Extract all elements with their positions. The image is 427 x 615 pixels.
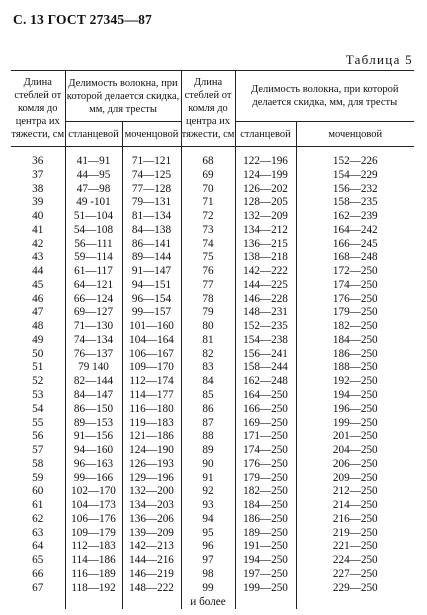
stem-length-cell: 55 bbox=[32, 416, 44, 429]
stem-length-cell: 50 bbox=[32, 347, 44, 360]
table-row bbox=[11, 458, 414, 472]
table-row bbox=[11, 169, 414, 183]
retted-range-cell: 128—205 bbox=[235, 196, 296, 210]
empty-cell bbox=[65, 596, 122, 609]
soaked-range-cell: 109—170 bbox=[122, 361, 181, 375]
stem-length-cell: 53 bbox=[32, 389, 44, 402]
stem-length-cell: 46 bbox=[32, 292, 44, 305]
soaked-range-cell: 221—250 bbox=[296, 540, 414, 554]
soaked-range-cell: 79—131 bbox=[122, 196, 181, 210]
table-row bbox=[11, 417, 414, 431]
stem-length-cell: 78 bbox=[181, 293, 235, 307]
stem-length-cell: 47 bbox=[32, 306, 44, 319]
header-soaked-right: моченцовой bbox=[296, 122, 414, 147]
stem-length-cell: 86 bbox=[181, 403, 235, 417]
retted-range-cell: 189—250 bbox=[235, 527, 296, 541]
retted-range-cell: 54—108 bbox=[65, 224, 122, 238]
soaked-range-cell: 156—232 bbox=[296, 183, 414, 197]
table-row bbox=[11, 540, 414, 554]
stem-length-cell: 71 bbox=[181, 196, 235, 210]
retted-range-cell: 59—114 bbox=[65, 251, 122, 265]
retted-range-cell: 194—250 bbox=[235, 554, 296, 568]
stem-length-cell: 91 bbox=[181, 472, 235, 486]
stem-length-cell: 39 bbox=[32, 196, 44, 209]
retted-range-cell: 109—179 bbox=[65, 527, 122, 541]
retted-range-cell: 126—202 bbox=[235, 183, 296, 197]
soaked-range-cell: 132—200 bbox=[122, 485, 181, 499]
soaked-range-cell: 77—128 bbox=[122, 183, 181, 197]
stem-length-cell: 48 bbox=[32, 320, 44, 333]
stem-length-cell: 89 bbox=[181, 444, 235, 458]
stem-length-cell: 75 bbox=[181, 251, 235, 265]
table-row bbox=[11, 596, 414, 609]
empty-cell bbox=[296, 596, 414, 609]
retted-range-cell: 106—176 bbox=[65, 513, 122, 527]
soaked-range-cell: 162—239 bbox=[296, 210, 414, 224]
retted-range-cell: 166—250 bbox=[235, 403, 296, 417]
soaked-range-cell: 146—219 bbox=[122, 568, 181, 582]
soaked-range-cell: 214—250 bbox=[296, 499, 414, 513]
table-row bbox=[11, 183, 414, 197]
soaked-range-cell: 142—213 bbox=[122, 540, 181, 554]
stem-length-cell: 51 bbox=[32, 361, 44, 374]
soaked-range-cell: 192—250 bbox=[296, 375, 414, 389]
stem-length-cell: 66 bbox=[32, 567, 44, 580]
stem-length-cell: 90 bbox=[181, 458, 235, 472]
retted-range-cell: 91—156 bbox=[65, 430, 122, 444]
soaked-range-cell: 219—250 bbox=[296, 527, 414, 541]
retted-range-cell: 86—150 bbox=[65, 403, 122, 417]
soaked-range-cell: 91—147 bbox=[122, 265, 181, 279]
stem-length-cell: 93 bbox=[181, 499, 235, 513]
retted-range-cell: 146—228 bbox=[235, 293, 296, 307]
soaked-range-cell: 86—141 bbox=[122, 238, 181, 252]
stem-length-cell: 76 bbox=[181, 265, 235, 279]
stem-length-cell: 85 bbox=[181, 389, 235, 403]
soaked-range-cell: 136—206 bbox=[122, 513, 181, 527]
retted-range-cell: 142—222 bbox=[235, 265, 296, 279]
retted-range-cell: 156—241 bbox=[235, 348, 296, 362]
retted-range-cell: 179—250 bbox=[235, 472, 296, 486]
retted-range-cell: 112—183 bbox=[65, 540, 122, 554]
table-caption: Таблица 5 bbox=[345, 52, 413, 67]
soaked-range-cell: 168—248 bbox=[296, 251, 414, 265]
table-row bbox=[11, 210, 414, 224]
soaked-range-cell: 101—160 bbox=[122, 320, 181, 334]
stem-length-cell: 68 bbox=[181, 155, 235, 169]
retted-range-cell: 132—209 bbox=[235, 210, 296, 224]
retted-range-cell: 138—218 bbox=[235, 251, 296, 265]
retted-range-cell: 51—104 bbox=[65, 210, 122, 224]
soaked-range-cell: 99—157 bbox=[122, 306, 181, 320]
soaked-range-cell: 134—203 bbox=[122, 499, 181, 513]
stem-length-cell: 80 bbox=[181, 320, 235, 334]
stem-length-cell: 70 bbox=[181, 183, 235, 197]
stem-length-cell: 69 bbox=[181, 169, 235, 183]
stem-length-cell: 57 bbox=[32, 444, 44, 457]
stem-length-cell: 95 bbox=[181, 527, 235, 541]
stem-length-cell: 58 bbox=[32, 457, 44, 470]
soaked-range-cell: 89—144 bbox=[122, 251, 181, 265]
retted-range-cell: 118—192 bbox=[65, 582, 122, 596]
stem-length-cell: 73 bbox=[181, 224, 235, 238]
retted-range-cell: 162—248 bbox=[235, 375, 296, 389]
table-row bbox=[11, 361, 414, 375]
retted-range-cell: 134—212 bbox=[235, 224, 296, 238]
soaked-range-cell: 106—167 bbox=[122, 348, 181, 362]
table-row bbox=[11, 334, 414, 348]
soaked-range-cell: 206—250 bbox=[296, 458, 414, 472]
retted-range-cell: 171—250 bbox=[235, 430, 296, 444]
table-row bbox=[11, 554, 414, 568]
data-table bbox=[11, 70, 414, 609]
soaked-range-cell: 129—196 bbox=[122, 472, 181, 486]
soaked-range-cell: 154—229 bbox=[296, 169, 414, 183]
stem-length-cell: 59 bbox=[32, 471, 44, 484]
soaked-range-cell: 204—250 bbox=[296, 444, 414, 458]
soaked-range-cell: 209—250 bbox=[296, 472, 414, 486]
stem-length-cell: 94 bbox=[181, 513, 235, 527]
stem-length-cell: 37 bbox=[32, 168, 44, 181]
retted-range-cell: 104—173 bbox=[65, 499, 122, 513]
retted-range-cell: 116—189 bbox=[65, 568, 122, 582]
header-stem-length-left: Длина стеблей от комля до центра их тяжести, см bbox=[11, 71, 65, 147]
stem-length-cell: 45 bbox=[32, 278, 44, 291]
retted-range-cell: 69—127 bbox=[65, 306, 122, 320]
retted-range-cell: 124—199 bbox=[235, 169, 296, 183]
soaked-range-cell: 94—151 bbox=[122, 279, 181, 293]
retted-range-cell: 56—111 bbox=[65, 238, 122, 252]
table-row bbox=[11, 527, 414, 541]
table-row bbox=[11, 348, 414, 362]
retted-range-cell: 154—238 bbox=[235, 334, 296, 348]
soaked-range-cell: 194—250 bbox=[296, 389, 414, 403]
header-retted-left: стланцевой bbox=[65, 122, 122, 147]
retted-range-cell: 74—134 bbox=[65, 334, 122, 348]
stem-length-cell: 77 bbox=[181, 279, 235, 293]
retted-range-cell: 64—121 bbox=[65, 279, 122, 293]
stem-length-cell: 87 bbox=[181, 417, 235, 431]
table-row bbox=[11, 265, 414, 279]
retted-range-cell: 79 140 bbox=[65, 361, 122, 375]
retted-range-cell: 182—250 bbox=[235, 485, 296, 499]
stem-length-cell: 72 bbox=[181, 210, 235, 224]
soaked-range-cell: 182—250 bbox=[296, 320, 414, 334]
last-row-suffix: и более bbox=[181, 596, 235, 609]
retted-range-cell: 199—250 bbox=[235, 582, 296, 596]
soaked-range-cell: 227—250 bbox=[296, 568, 414, 582]
soaked-range-cell: 186—250 bbox=[296, 348, 414, 362]
retted-range-cell: 84—147 bbox=[65, 389, 122, 403]
stem-length-cell: 63 bbox=[32, 526, 44, 539]
retted-range-cell: 102—170 bbox=[65, 485, 122, 499]
table-body bbox=[11, 147, 414, 609]
table-row bbox=[11, 430, 414, 444]
table-row bbox=[11, 238, 414, 252]
retted-range-cell: 176—250 bbox=[235, 458, 296, 472]
soaked-range-cell: 148—222 bbox=[122, 582, 181, 596]
table-row bbox=[11, 375, 414, 389]
soaked-range-cell: 174—250 bbox=[296, 279, 414, 293]
header-retted-right: стланцевой bbox=[235, 122, 296, 147]
soaked-range-cell: 172—250 bbox=[296, 265, 414, 279]
empty-cell bbox=[235, 596, 296, 609]
soaked-range-cell: 104—164 bbox=[122, 334, 181, 348]
stem-length-cell: 54 bbox=[32, 402, 44, 415]
table-row bbox=[11, 224, 414, 238]
header-divisibility-right: Делимость волокна, при которой делается скидка, мм, для тресты bbox=[235, 71, 414, 122]
retted-range-cell: 82—144 bbox=[65, 375, 122, 389]
soaked-range-cell: 124—190 bbox=[122, 444, 181, 458]
table-row bbox=[11, 568, 414, 582]
stem-length-cell: 97 bbox=[181, 554, 235, 568]
soaked-range-cell: 176—250 bbox=[296, 293, 414, 307]
retted-range-cell: 197—250 bbox=[235, 568, 296, 582]
retted-range-cell: 61—117 bbox=[65, 265, 122, 279]
soaked-range-cell: 196—250 bbox=[296, 403, 414, 417]
soaked-range-cell: 74—125 bbox=[122, 169, 181, 183]
stem-length-cell: 99 bbox=[181, 582, 235, 596]
table-row bbox=[11, 306, 414, 320]
stem-length-cell: 64 bbox=[32, 540, 44, 553]
soaked-range-cell: 212—250 bbox=[296, 485, 414, 499]
soaked-range-cell: 216—250 bbox=[296, 513, 414, 527]
stem-length-cell: 82 bbox=[181, 348, 235, 362]
stem-length-cell: 92 bbox=[181, 485, 235, 499]
table-row bbox=[11, 485, 414, 499]
table-row bbox=[11, 279, 414, 293]
retted-range-cell: 44—95 bbox=[65, 169, 122, 183]
table-row bbox=[11, 389, 414, 403]
stem-length-cell: 56 bbox=[32, 430, 44, 443]
retted-range-cell: 186—250 bbox=[235, 513, 296, 527]
soaked-range-cell: 144—216 bbox=[122, 554, 181, 568]
soaked-range-cell: 81—134 bbox=[122, 210, 181, 224]
stem-length-cell: 79 bbox=[181, 306, 235, 320]
soaked-range-cell: 184—250 bbox=[296, 334, 414, 348]
stem-length-cell: 41 bbox=[32, 223, 44, 236]
stem-length-cell: 60 bbox=[32, 485, 44, 498]
table-row bbox=[11, 293, 414, 307]
retted-range-cell: 164—250 bbox=[235, 389, 296, 403]
retted-range-cell: 114—186 bbox=[65, 554, 122, 568]
stem-length-cell: 98 bbox=[181, 568, 235, 582]
retted-range-cell: 49 -101 bbox=[65, 196, 122, 210]
retted-range-cell: 144—225 bbox=[235, 279, 296, 293]
table-row bbox=[11, 472, 414, 486]
table-row bbox=[11, 155, 414, 169]
stem-length-cell: 61 bbox=[32, 499, 44, 512]
soaked-range-cell: 126—193 bbox=[122, 458, 181, 472]
table-row bbox=[11, 444, 414, 458]
retted-range-cell: 71—130 bbox=[65, 320, 122, 334]
retted-range-cell: 184—250 bbox=[235, 499, 296, 513]
soaked-range-cell: 119—183 bbox=[122, 417, 181, 431]
table-row bbox=[11, 513, 414, 527]
table-row bbox=[11, 403, 414, 417]
retted-range-cell: 169—250 bbox=[235, 417, 296, 431]
stem-length-cell: 36 bbox=[32, 155, 44, 167]
soaked-range-cell: 71—121 bbox=[122, 155, 181, 169]
stem-length-cell: 49 bbox=[32, 333, 44, 346]
stem-length-cell: 42 bbox=[32, 237, 44, 250]
soaked-range-cell: 179—250 bbox=[296, 306, 414, 320]
soaked-range-cell: 116—180 bbox=[122, 403, 181, 417]
soaked-range-cell: 201—250 bbox=[296, 430, 414, 444]
soaked-range-cell: 114—177 bbox=[122, 389, 181, 403]
stem-length-cell: 43 bbox=[32, 251, 44, 264]
stem-length-cell: 62 bbox=[32, 512, 44, 525]
retted-range-cell: 66—124 bbox=[65, 293, 122, 307]
header-stem-length-right: Длина стеблей от комля до центра их тяжести, см bbox=[181, 71, 235, 147]
soaked-range-cell: 84—138 bbox=[122, 224, 181, 238]
soaked-range-cell: 166—245 bbox=[296, 238, 414, 252]
soaked-range-cell: 164—242 bbox=[296, 224, 414, 238]
stem-length-cell: 88 bbox=[181, 430, 235, 444]
soaked-range-cell: 112—174 bbox=[122, 375, 181, 389]
soaked-range-cell: 152—226 bbox=[296, 155, 414, 169]
table-row bbox=[11, 582, 414, 596]
stem-length-cell: 81 bbox=[181, 334, 235, 348]
stem-length-cell: 38 bbox=[32, 182, 44, 195]
stem-length-cell: 83 bbox=[181, 361, 235, 375]
page-header: С. 13 ГОСТ 27345—87 bbox=[13, 12, 152, 27]
retted-range-cell: 99—166 bbox=[65, 472, 122, 486]
header-divisibility-left: Делимость волокна, при которой делается скидка, мм, для тресты bbox=[65, 71, 181, 122]
retted-range-cell: 96—163 bbox=[65, 458, 122, 472]
table-row bbox=[11, 251, 414, 265]
stem-length-cell: 84 bbox=[181, 375, 235, 389]
retted-range-cell: 148—231 bbox=[235, 306, 296, 320]
retted-range-cell: 76—137 bbox=[65, 348, 122, 362]
soaked-range-cell: 224—250 bbox=[296, 554, 414, 568]
soaked-range-cell: 158—235 bbox=[296, 196, 414, 210]
retted-range-cell: 41—91 bbox=[65, 155, 122, 169]
table-row bbox=[11, 499, 414, 513]
soaked-range-cell: 96—154 bbox=[122, 293, 181, 307]
stem-length-cell: 74 bbox=[181, 238, 235, 252]
soaked-range-cell: 229—250 bbox=[296, 582, 414, 596]
retted-range-cell: 94—160 bbox=[65, 444, 122, 458]
stem-length-cell: 67 bbox=[32, 581, 44, 594]
soaked-range-cell: 139—209 bbox=[122, 527, 181, 541]
stem-length-cell: 40 bbox=[32, 210, 44, 223]
table-row bbox=[11, 320, 414, 334]
retted-range-cell: 136—215 bbox=[235, 238, 296, 252]
soaked-range-cell: 121—186 bbox=[122, 430, 181, 444]
retted-range-cell: 158—244 bbox=[235, 361, 296, 375]
stem-length-cell: 65 bbox=[32, 554, 44, 567]
stem-length-cell: 52 bbox=[32, 375, 44, 388]
retted-range-cell: 174—250 bbox=[235, 444, 296, 458]
table-row bbox=[11, 196, 414, 210]
retted-range-cell: 152—235 bbox=[235, 320, 296, 334]
retted-range-cell: 191—250 bbox=[235, 540, 296, 554]
empty-cell bbox=[11, 596, 65, 609]
retted-range-cell: 122—196 bbox=[235, 155, 296, 169]
empty-cell bbox=[122, 596, 181, 609]
soaked-range-cell: 188—250 bbox=[296, 361, 414, 375]
retted-range-cell: 47—98 bbox=[65, 183, 122, 197]
soaked-range-cell: 199—250 bbox=[296, 417, 414, 431]
stem-length-cell: 96 bbox=[181, 540, 235, 554]
retted-range-cell: 89—153 bbox=[65, 417, 122, 431]
stem-length-cell: 44 bbox=[32, 265, 44, 278]
header-soaked-left: моченцовой bbox=[122, 122, 181, 147]
